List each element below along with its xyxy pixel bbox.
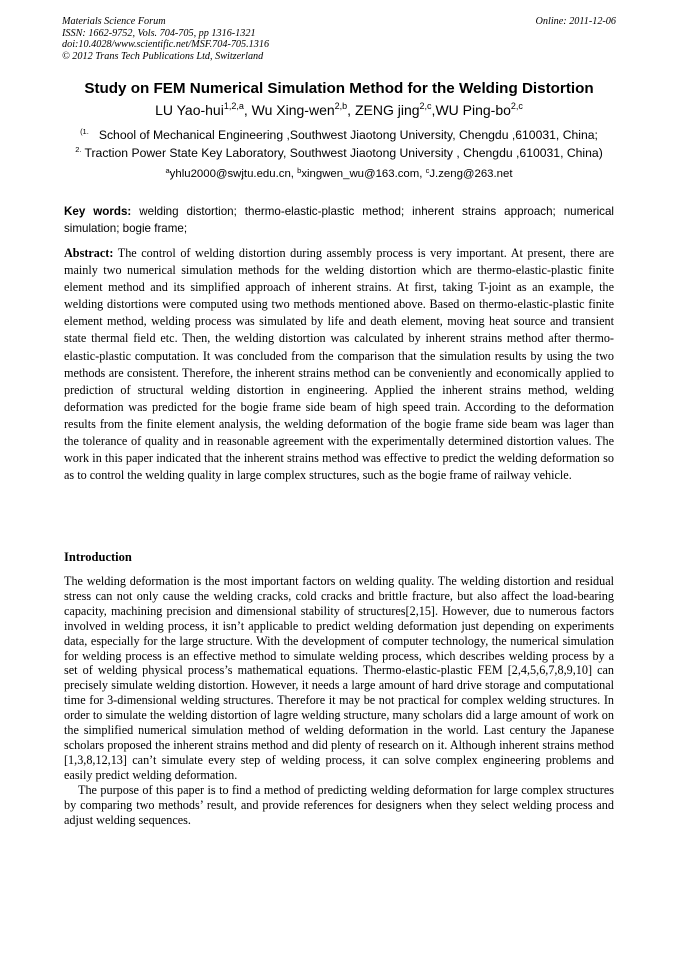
abstract-label: Abstract: [64, 246, 114, 260]
paragraph: The purpose of this paper is to find a method of predicting welding deformation for large complex structures by comparing two methods’ result, and provide references for designers when they select welding process and adjust welding sequences. [64, 782, 614, 827]
email-mark: a [165, 166, 170, 175]
author-affil-mark: 2,c [419, 101, 432, 111]
paper-title: Study on FEM Numerical Simulation Method for the Welding Distortion [84, 80, 594, 97]
abstract-block [64, 245, 614, 484]
abstract-text: The control of welding distortion during assembly process is very important. At present, there are mainly two numerical simulation methods for the welding distortion which are thermo-elastic-plastic finite element method and its simplified approach of inherent strains. At first, taking T-joint as an example, the welding distortions were computed using two methods mentioned above. Based on thermo-elastic-plastic finite element method, welding process was simulated by life and death element, moving heat source and transient state thermal field etc. Then, the welding distortion was calculated by inherent strains method after thermo-elastic-plastic computation. It was concluded from the comparison that the simulation results by using the two methods are consistent. Therefore, the inherent strains method can be conveniently and economically applied to prediction of structural welding distortion in engineering. Applied the inherent strains method, welding deformation was predicted for the bogie frame side beam of high speed train. According to the deformation results from the finite element analysis, the welding deformation of the bogie frame side beam was lager than the tolerance of quality and in reasonable agreement with the experimentally determined distortion values. The work in this paper indicated that the inherent strains method was effective to predict the welding deformation so as to control the welding quality in large complex structures, such as the bogie frame of railway vehicle. [64, 246, 615, 483]
keywords-block [64, 203, 614, 237]
email-mark: b [297, 166, 302, 175]
affiliation-mark: 2. [75, 145, 82, 154]
author-name: Wu Xing-wen [251, 102, 335, 118]
email-address: J.zeng@263.net [429, 168, 513, 180]
introduction-heading: Introduction [64, 550, 132, 564]
issn-line: ISSN: 1662-9752, Vols. 704-705, pp 1316-1321 [62, 27, 256, 39]
email-address: xingwen_wu@163.com [301, 168, 420, 180]
author-name: LU Yao-hui [155, 102, 224, 118]
copyright-line: © 2012 Trans Tech Publications Ltd, Switzerland [62, 50, 264, 62]
email-address: yhlu2000@swjtu.edu.cn [169, 168, 291, 180]
affiliation-2 [40, 145, 638, 160]
running-header [62, 16, 616, 62]
online-date: Online: 2011-12-06 [535, 16, 616, 27]
paragraph: The welding deformation is the most important factors on welding quality. The welding distortion and residual stress can not only cause the welding cracks, cold cracks and brittle fracture, but also affect the load-bearing capacity, machining precision and dimensional stability of structures[2,15]. However, due to numerous factors involved in welding process, it isn’t applicable to predict welding deformation just depending on experiments data, especially for the large structure. With the development of computer technology, the numerical simulation for welding process is an effective method to simulate welding process, which describes welding process by a set of welding physical process’s mathematical equations. Thermo-elastic-plastic FEM [2,4,5,6,7,8,9,10] can precisely simulate welding distortion. However, it needs a large amount of hard drive storage and computational time for 3-dimensional welding structures. Therefore it may be not practical for complex welding structures. In order to simulate the welding distortion of lagre welding structure, many scholars did a large amount of work on the simplified numerical simulation method of welding deformation in the world. Last century the Japanese scholars proposed the inherent strains method and did plenty of research on it. Although inherent strains method [1,3,8,12,13] can’t simulate every step of welding process, it can solve complex engineering problems and easily predict welding deformation. [64, 574, 614, 782]
keywords-text: welding distortion; thermo-elastic-plastic method; inherent strains approach; numerical simulation; bogie frame; [64, 205, 614, 235]
affiliation-mark: (1. [80, 127, 89, 136]
author-emails: $^a$yhlu2000@swjtu.edu.cn, $^b$xingwen_wu@163.com, $^c$J.zeng@263.net [165, 166, 513, 180]
author-affil-mark: 1,2,a [223, 101, 244, 111]
author-name: ZENG jing [354, 102, 420, 118]
author-affil-mark: 2,b [334, 101, 348, 111]
keywords-label: Key words: [64, 205, 132, 218]
email-mark: c [425, 166, 430, 175]
journal-name: Materials Science Forum [62, 16, 166, 27]
affiliation-text: Traction Power State Key Laboratory, Southwest Jiaotong University , Chengdu ,610031, China) [84, 146, 603, 160]
doi-line: doi:10.4028/www.scientific.net/MSF.704-705.1316 [62, 39, 270, 51]
introduction-body [64, 574, 614, 827]
affiliation-text: School of Mechanical Engineering ,Southwest Jiaotong University, Chengdu ,610031, China; [98, 128, 598, 142]
author-list: LU Yao-hui$^{1,2,a}$, Wu Xing-wen$^{2,b}$, ZENG jing$^{2,c}$,WU Ping-bo$^{2,c}$ [155, 101, 523, 118]
affiliation-1 [40, 127, 638, 142]
author-name: WU Ping-bo [435, 102, 511, 118]
author-affil-mark: 2,c [510, 101, 523, 111]
